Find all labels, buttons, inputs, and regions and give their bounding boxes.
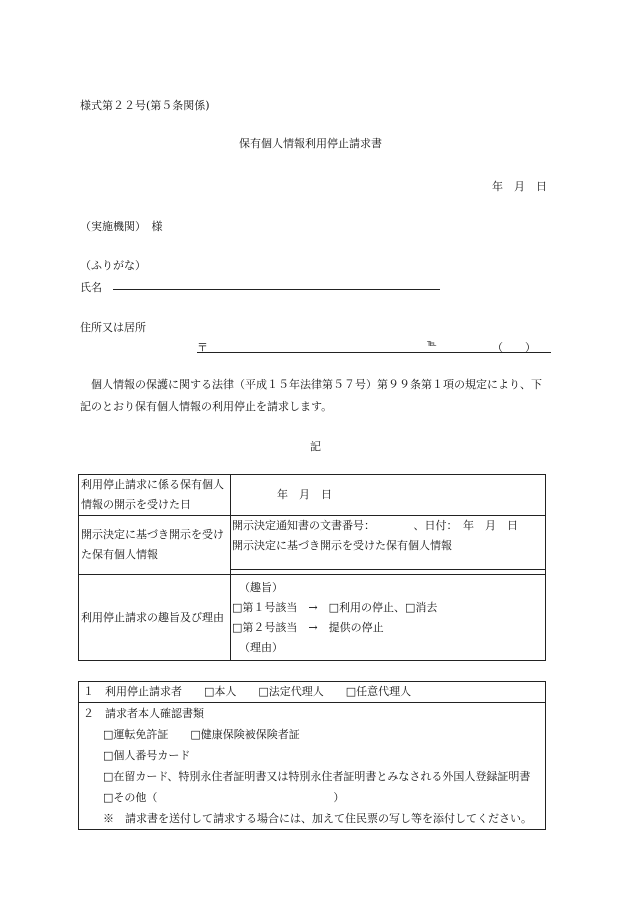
ki-marker: 記 — [310, 440, 321, 453]
disclosure-date-label: 利用停止請求に係る保有個人情報の開示を受けた日 — [79, 475, 231, 516]
furigana-label: （ふりがな） — [80, 259, 146, 272]
id-doc-mynumber: □個人番号カード — [103, 749, 191, 762]
requester-info-table — [78, 681, 546, 830]
id-docs-title: ２ 請求者本人確認書類 — [83, 707, 204, 720]
form-title: 保有個人情報利用停止請求書 — [239, 137, 382, 150]
address-field-line — [197, 352, 551, 353]
id-doc-other: □その他（ ） — [103, 791, 345, 804]
disclosed-info-label: 開示決定に基づき開示を受けた保有個人情報 — [79, 516, 231, 575]
tel-paren: （ ） — [492, 341, 536, 354]
requester-type-row: １ 利用停止請求者 □本人 □法定代理人 □任意代理人 — [79, 682, 546, 703]
table-row — [79, 475, 546, 516]
addressee: （実施機関） 様 — [80, 220, 163, 233]
mailing-note: ※ 請求書を送付して請求する場合には、加えて住民票の写し等を添付してください。 — [103, 812, 532, 825]
option-clause-1: □第１号該当 → □利用の停止、□消去 — [232, 600, 438, 614]
name-label: 氏名 — [80, 281, 102, 294]
address-label: 住所又は居所 — [80, 321, 146, 334]
table-row — [79, 575, 546, 661]
id-doc-residence-card: □在留カード、特別永住者証明書又は特別永住者証明書とみなされる外国人登録証明書 — [103, 770, 531, 783]
option-clause-2: □第２号該当 → 提供の停止 — [232, 620, 384, 634]
gist-label: （趣旨） — [239, 580, 283, 594]
reason-label: （理由） — [239, 640, 283, 654]
purpose-reason-label: 利用停止請求の趣旨及び理由 — [79, 575, 231, 661]
form-number: 様式第２２号(第５条関係) — [80, 99, 210, 112]
table-row — [79, 682, 546, 703]
request-body-text: 個人情報の保護に関する法律（平成１５年法律第５７号）第９９条第１項の規定により、下記のとおり保有個人情報の利用停止を請求します。 — [80, 378, 542, 413]
notice-number-date: 開示決定通知書の文書番号： 、日付： 年 月 日 — [232, 519, 518, 532]
disclosed-info-caption: 開示決定に基づき開示を受けた保有個人情報 — [232, 539, 452, 552]
id-doc-license-insurance: □運転免許証 □健康保険被保険者証 — [103, 728, 300, 741]
table-row — [79, 516, 546, 575]
disclosure-date-value: 年 月 日 — [231, 475, 546, 516]
request-details-table — [78, 474, 546, 661]
postal-mark: 〒 — [197, 341, 208, 354]
table-row — [79, 703, 546, 830]
tel-mark: ℡ — [427, 339, 437, 349]
name-field-line — [113, 289, 440, 290]
date-line: 年 月 日 — [492, 180, 547, 193]
